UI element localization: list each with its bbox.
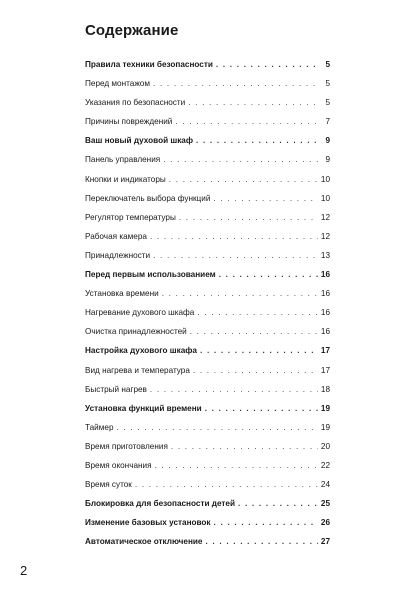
- toc-chapter: [85, 517, 330, 536]
- toc-dot-leader: [213, 193, 318, 204]
- toc-entry-page: 20: [320, 441, 330, 451]
- toc-entry-title: Принадлежности: [85, 250, 151, 260]
- toc-entry-title: Таймер: [85, 422, 114, 432]
- table-of-contents: [85, 59, 330, 555]
- toc-dot-leader: [175, 116, 318, 127]
- toc-entry-page: 17: [320, 346, 330, 356]
- toc-section: [85, 154, 330, 173]
- toc-entry-title: Время окончания: [85, 460, 152, 470]
- toc-dot-leader: [169, 174, 318, 185]
- toc-entry-page: 10: [320, 193, 330, 203]
- toc-entry-page: 12: [320, 231, 330, 241]
- toc-entry-page: 19: [320, 422, 330, 432]
- toc-section: [85, 288, 330, 307]
- toc-entry-title: Регулятор температуры: [85, 212, 176, 222]
- toc-section: [85, 78, 330, 97]
- toc-section: [85, 365, 330, 384]
- toc-dot-leader: [219, 269, 318, 280]
- toc-entry-page: 10: [320, 174, 330, 184]
- toc-entry-page: 9: [325, 136, 330, 146]
- toc-entry-title: Изменение базовых установок: [85, 518, 211, 528]
- toc-entry-page: 18: [320, 384, 330, 394]
- toc-dot-leader: [205, 403, 318, 414]
- toc-dot-leader: [163, 154, 318, 165]
- toc-entry-title: Блокировка для безопасности детей: [85, 499, 236, 509]
- toc-entry-page: 17: [320, 365, 330, 375]
- toc-entry-page: 9: [325, 155, 330, 165]
- toc-entry-page: 16: [320, 327, 330, 337]
- toc-entry-page: 13: [320, 250, 330, 260]
- toc-chapter: [85, 403, 330, 422]
- page-number: 2: [20, 563, 28, 578]
- toc-entry-title: Перед первым использованием: [85, 270, 216, 280]
- toc-entry-title: Рабочая камера: [85, 231, 147, 241]
- toc-entry-title: Установка функций времени: [85, 403, 202, 413]
- toc-entry-page: 22: [320, 460, 330, 470]
- toc-dot-leader: [190, 326, 318, 337]
- toc-dot-leader: [155, 460, 318, 471]
- toc-entry-title: Время приготовления: [85, 441, 168, 451]
- toc-entry-title: Вид нагрева и температура: [85, 365, 190, 375]
- toc-entry-title: Настройка духового шкафа: [85, 346, 197, 356]
- toc-section: [85, 479, 330, 498]
- toc-dot-leader: [200, 345, 318, 356]
- toc-entry-page: 19: [320, 403, 330, 413]
- toc-section: [85, 326, 330, 345]
- toc-section: [85, 441, 330, 460]
- toc-entry-page: 25: [320, 499, 330, 509]
- toc-entry-page: 24: [320, 480, 330, 490]
- toc-section: [85, 384, 330, 403]
- toc-entry-title: Причины повреждений: [85, 117, 173, 127]
- toc-chapter: [85, 536, 330, 555]
- toc-section: [85, 422, 330, 441]
- toc-dot-leader: [150, 384, 318, 395]
- toc-dot-leader: [197, 307, 318, 318]
- toc-dot-leader: [162, 288, 318, 299]
- toc-section: [85, 460, 330, 479]
- toc-entry-page: 27: [320, 537, 330, 547]
- toc-entry-page: 16: [320, 308, 330, 318]
- toc-section: [85, 116, 330, 135]
- toc-entry-title: Время суток: [85, 480, 132, 490]
- toc-section: [85, 193, 330, 212]
- toc-dot-leader: [188, 97, 318, 108]
- toc-dot-leader: [135, 479, 318, 490]
- toc-dot-leader: [216, 59, 318, 70]
- toc-entry-page: 5: [325, 60, 330, 69]
- toc-entry-title: Переключатель выбора функций: [85, 193, 211, 203]
- toc-entry-title: Нагревание духового шкафа: [85, 308, 195, 318]
- toc-dot-leader: [150, 231, 318, 242]
- toc-section: [85, 97, 330, 116]
- toc-chapter: [85, 135, 330, 154]
- toc-dot-leader: [214, 517, 318, 528]
- toc-entry-title: Установка времени: [85, 289, 159, 299]
- toc-entry-page: 16: [320, 270, 330, 280]
- toc-section: [85, 307, 330, 326]
- toc-entry-title: Указания по безопасности: [85, 98, 186, 108]
- toc-entry-title: Кнопки и индикаторы: [85, 174, 166, 184]
- toc-dot-leader: [153, 78, 318, 89]
- toc-entry-page: 5: [325, 98, 330, 108]
- toc-dot-leader: [153, 250, 318, 261]
- toc-entry-title: Перед монтажом: [85, 79, 150, 89]
- toc-section: [85, 250, 330, 269]
- toc-entry-title: Ваш новый духовой шкаф: [85, 136, 194, 146]
- toc-entry-title: Автоматическое отключение: [85, 537, 203, 547]
- toc-entry-page: 7: [325, 117, 330, 127]
- toc-entry-title: Очистка принадлежностей: [85, 327, 187, 337]
- toc-dot-leader: [179, 212, 318, 223]
- toc-dot-leader: [193, 365, 318, 376]
- toc-dot-leader: [238, 498, 318, 509]
- toc-entry-title: Панель управления: [85, 155, 161, 165]
- toc-section: [85, 231, 330, 250]
- toc-dot-leader: [117, 422, 319, 433]
- toc-dot-leader: [196, 135, 318, 146]
- toc-chapter: [85, 269, 330, 288]
- toc-chapter: [85, 59, 330, 78]
- toc-section: [85, 174, 330, 193]
- toc-chapter: [85, 345, 330, 364]
- toc-section: [85, 212, 330, 231]
- toc-entry-page: 16: [320, 289, 330, 299]
- toc-entry-title: Правила техники безопасности: [85, 60, 213, 69]
- toc-entry-page: 12: [320, 212, 330, 222]
- toc-dot-leader: [171, 441, 318, 452]
- toc-chapter: [85, 498, 330, 517]
- toc-entry-page: 5: [325, 79, 330, 89]
- page-title: Содержание: [85, 22, 179, 39]
- toc-entry-page: 26: [320, 518, 330, 528]
- toc-entry-title: Быстрый нагрев: [85, 384, 147, 394]
- toc-dot-leader: [205, 536, 318, 547]
